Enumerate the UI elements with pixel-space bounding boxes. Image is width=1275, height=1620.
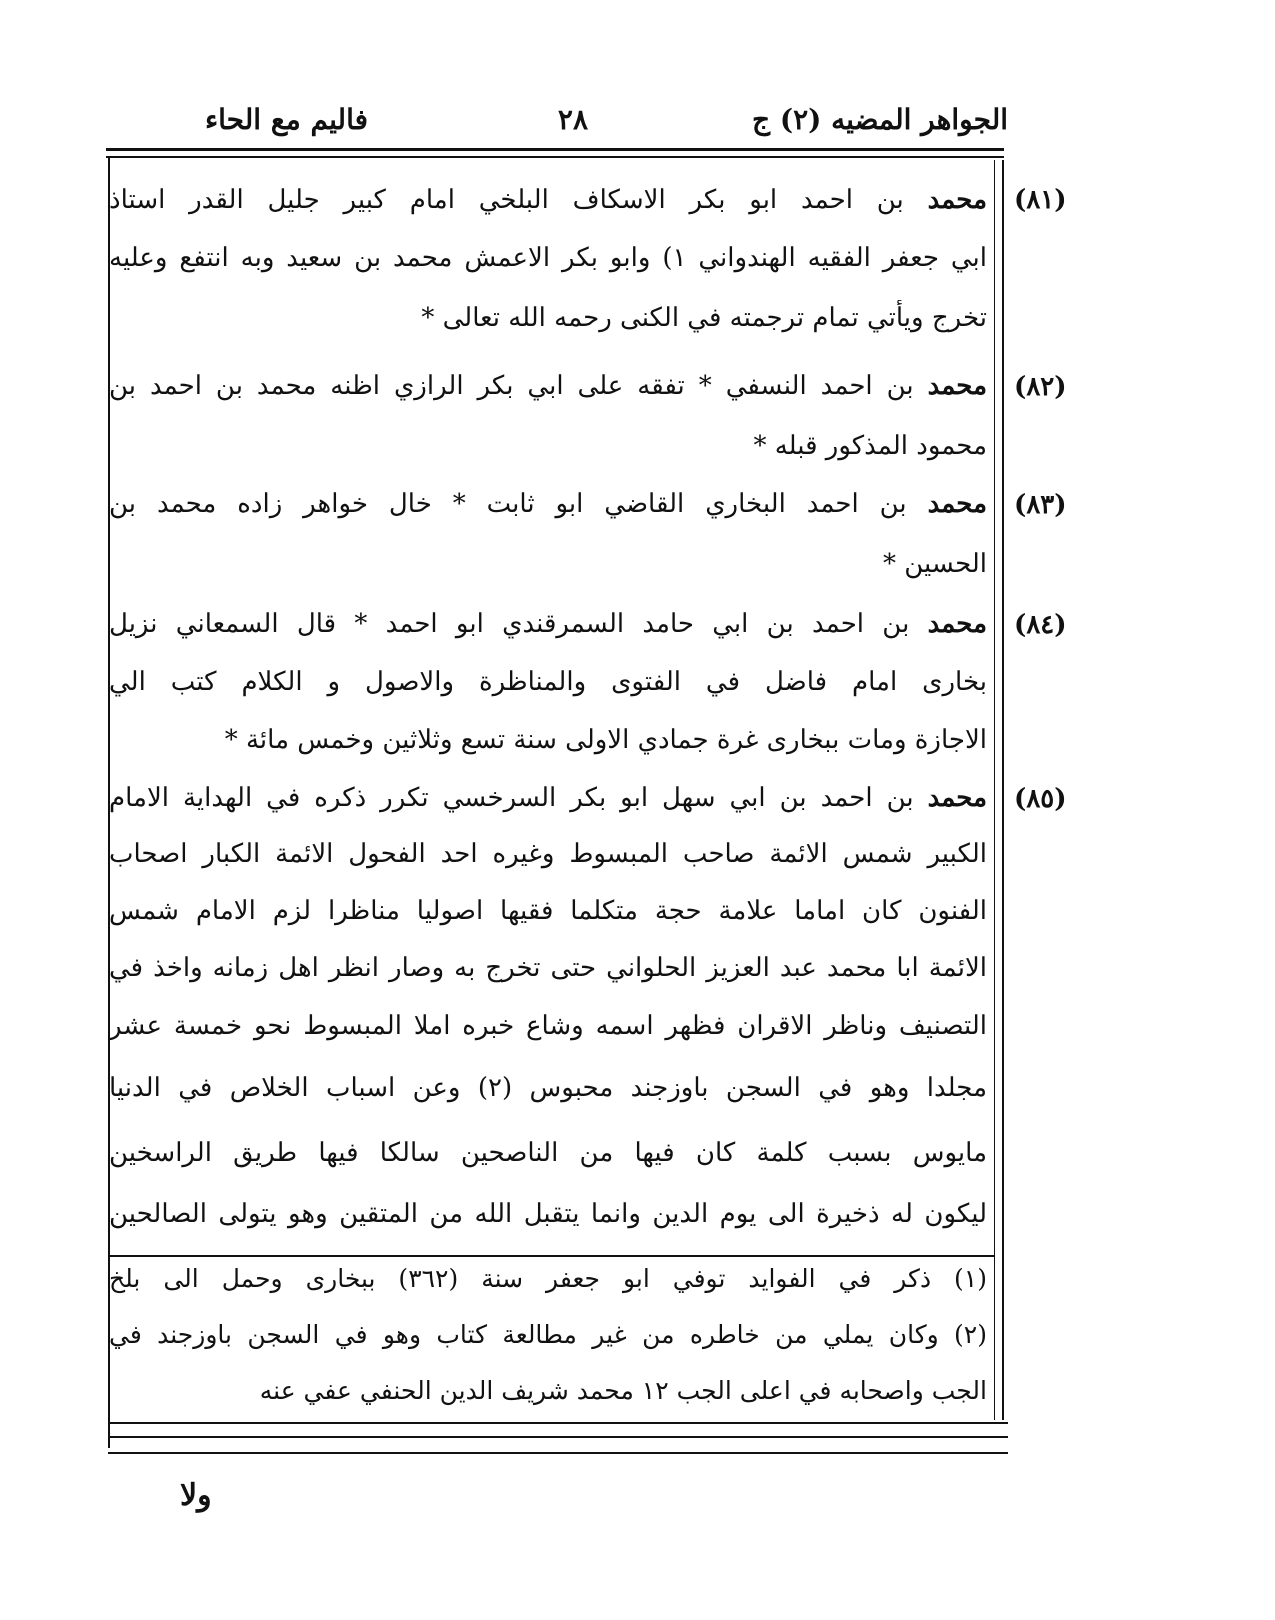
entry-line: الائمة ابا محمد عبد العزيز الحلواني حتى تخرج به وصار انظر اهل زمانه واخذ في [109, 953, 987, 983]
footnote: (٢) وكان يملي من خاطره من غير مطالعة كتاب وهو في السجن باوزجند في [109, 1320, 987, 1349]
header-chapter: فاليم مع الحاء [204, 103, 368, 136]
entry-number: (٨٣) [1014, 490, 1067, 520]
entry-line: ليكون له ذخيرة الى يوم الدين وانما يتقبل الله من المتقين وهو يتولى الصالحين [109, 1199, 987, 1229]
entry-text: بن احمد بن ابي سهل ابو بكر السرخسي تكرر ذكره في الهداية الامام [109, 783, 914, 813]
entry-line: بخارى امام فاضل في الفتوى والمناظرة والاصول و الكلام كتب الي [109, 667, 987, 697]
entry-line [109, 780, 987, 816]
entry-name: محمد [927, 489, 987, 519]
entry-number: (٨١) [1014, 185, 1067, 215]
entry-number: (٨٥) [1014, 784, 1067, 814]
entry-line [109, 606, 987, 642]
running-header [108, 103, 1008, 143]
entry-text: بن احمد البخاري القاضي ابو ثابت * خال خواهر زاده محمد بن [109, 489, 907, 519]
entry-line: مايوس بسبب كلمة كان فيها من الناصحين سالكا فيها طريق الراسخين [109, 1138, 987, 1168]
bottom-rule-2 [108, 1436, 1008, 1438]
entry-name: محمد [927, 185, 987, 215]
bottom-rule-3 [108, 1452, 1008, 1454]
entry-number: (٨٤) [1014, 610, 1067, 640]
entry-line: الكبير شمس الائمة صاحب المبسوط وغيره احد الفحول الائمة الكبار اصحاب [109, 839, 987, 869]
header-rule [106, 148, 1004, 151]
catchword: ولا [180, 1478, 212, 1513]
entry-line: التصنيف وناظر الاقران فظهر اسمه وشاع خبره املا المبسوط نحو خمسة عشر [109, 1011, 987, 1041]
entry-line: مجلدا وهو في السجن باوزجند محبوس (٢) وعن اسباب الخلاص في الدنيا [109, 1073, 987, 1103]
entry-name: محمد [927, 609, 987, 639]
header-book-title: الجواهر المضيه (٢) ج [752, 103, 1008, 136]
entry-line: الاجازة ومات ببخارى غرة جمادي الاولى سنة تسع وثلاثين وخمس مائة * [224, 725, 987, 755]
right-border-inner [994, 160, 995, 1420]
footnote: الجب واصحابه في اعلى الجب ١٢ محمد شريف الدين الحنفي عفي عنه [259, 1376, 987, 1405]
entry-name: محمد [927, 783, 987, 813]
entry-line [109, 486, 987, 522]
entry-text: بن احمد بن ابي حامد السمرقندي ابو احمد * قال السمعاني نزيل [109, 609, 910, 639]
right-border [1002, 160, 1004, 1420]
entry-line: الفنون كان اماما علامة حجة متكلما فقيها اصوليا مناظرا لزم الامام شمس [109, 896, 987, 926]
entry-line [109, 182, 987, 218]
entry-name: محمد [927, 371, 987, 401]
entry-line [109, 368, 987, 404]
entry-line: ابي جعفر الفقيه الهندواني ١) وابو بكر الاعمش محمد بن سعيد وبه انتفع وعليه [109, 243, 987, 273]
header-rule-double [106, 156, 1004, 158]
bottom-rule [108, 1422, 1008, 1424]
entry-line: محمود المذكور قبله * [753, 431, 987, 461]
footnote-separator [108, 1255, 994, 1257]
header-page-number: ٢٨ [557, 103, 588, 136]
entry-line: الحسين * [882, 549, 987, 579]
entry-number: (٨٢) [1014, 372, 1067, 402]
footnote: (١) ذكر في الفوايد توفي ابو جعفر سنة (٣٦٢) ببخارى وحمل الى بلخ [109, 1264, 987, 1293]
entry-line: تخرج ويأتي تمام ترجمته في الكنى رحمه الله تعالى * [421, 303, 987, 333]
entry-text: بن احمد ابو بكر الاسكاف البلخي امام كبير جليل القدر استاذ [109, 185, 904, 215]
entry-text: بن احمد النسفي * تفقه على ابي بكر الرازي اظنه محمد بن احمد بن [109, 371, 914, 401]
